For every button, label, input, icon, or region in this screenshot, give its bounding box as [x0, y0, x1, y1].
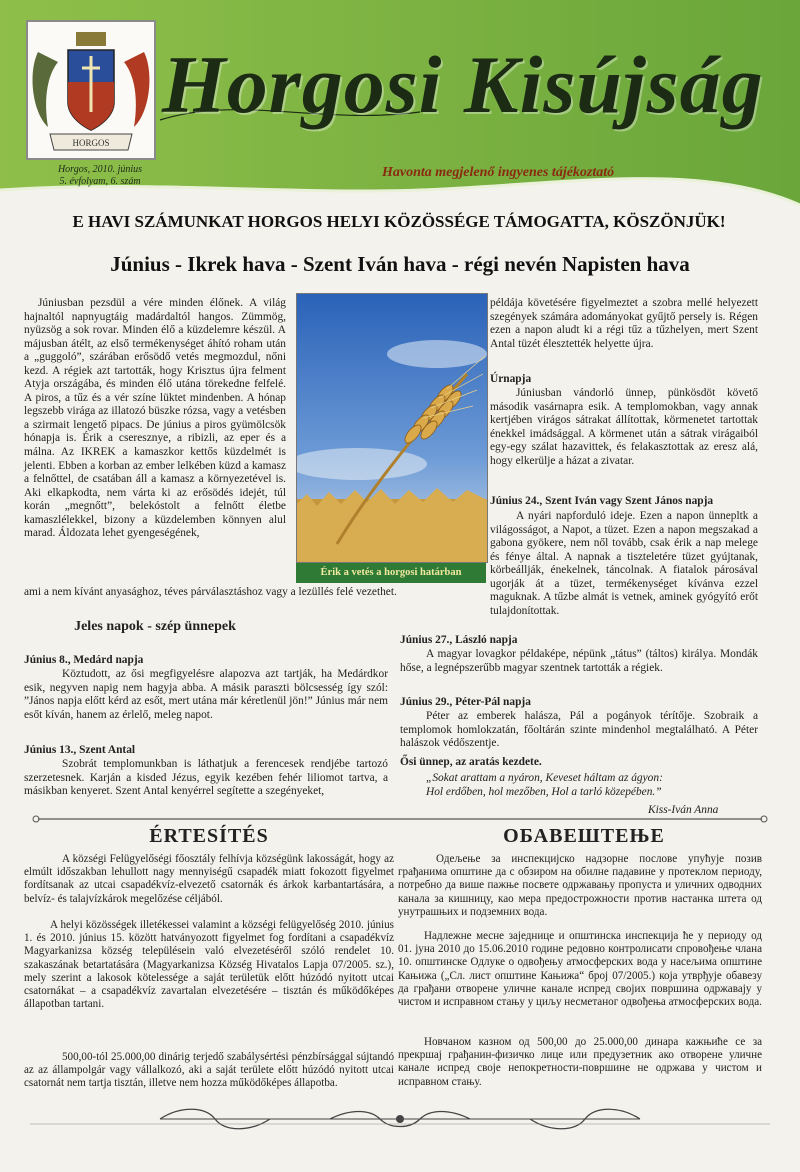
harvest-poem: „Sokat arattam a nyáron, Keveset háltam az ágyon: Hol erdőben, hol mezőben, Hol a tarló közepében.” [426, 772, 663, 798]
section-subtitle: Jeles napok - szép ünnepek [74, 619, 236, 634]
issue-info [40, 164, 160, 188]
medard-heading: Június 8., Medárd napja [24, 654, 144, 666]
notice-sr-p1: Одељење за инспекцијско надзорне послове упућује позив грађанима општине да с обзиром на обилне падавине у протеклом периоду, потребно да више пажње посвете одржавању пропуста и уличних одводних канала за кишницу, као мера предострожности против настанка штета од унутрашњих и подземних вода. [398, 853, 762, 918]
photo-caption: Érik a vetés a horgosi határban [296, 563, 486, 583]
notice-sr-p2: Надлежне месне заједнице и општинска инспекција ће у периоду од 01. јуна 2010 до 15.06.2010 године редовно контролисати спровођење члана 10. општинске Одлуке о одвођењу атмосферских вода у насељима општине Кањижа („Сл. лист општине Кањижа“ број 07/2005.) која утврђује обавезу да грађани отворене уличне канале испред својих површина одржавају у чистом и исправном стању у циљу несметаног одвођења атмосферских вода. [398, 930, 762, 1009]
laszlo-heading: Június 27., László napja [400, 634, 518, 646]
issue-volume: 5. évfolyam, 6. szám [59, 176, 141, 187]
urnap-heading: Úrnapja [490, 373, 532, 385]
medard-text: Köztudott, az ősi megfigyelésre alapozva azt tartják, ha Medárdkor esik, negyven napig nem hagyja abba. A másik paraszti bölcsesség így szól: ”János napja előtt kérd az esőt, mert utána már kéretlenül jön!” Június már nem esőt kíván, hanem az érlelő, meleg napot. [24, 668, 388, 721]
notice-sr-title: ОБАВЕШТЕЊЕ [503, 825, 665, 847]
bottom-ornament [30, 1104, 770, 1134]
antal-heading: Június 13., Szent Antal [24, 744, 136, 756]
wheat-photo [296, 293, 488, 563]
laszlo-text: A magyar lovagkor példaképe, népünk „tátus” (táltos) királya. Mondák hőse, a legnépszerűbb magyar szentnek tartották a régiek. [400, 648, 758, 674]
intro-paragraph-continued: ami a nem kívánt anyasághoz, téves párválasztáshoz vagy a lezüllés felé vezethet. [24, 586, 397, 598]
masthead-title: Horgosi Kisújság [162, 39, 764, 130]
harvest-heading: Ősi ünnep, az aratás kezdete. [400, 756, 542, 768]
author-signature: Kiss-Iván Anna [648, 804, 719, 816]
support-banner: E HAVI SZÁMUNKAT HORGOS HELYI KÖZÖSSÉGE TÁMOGATTA, KÖSZÖNJÜK! [72, 212, 726, 231]
coat-of-arms [26, 20, 156, 160]
ivan-text: A nyári napforduló ideje. Ezen a napon ünnepltk a világosságot, a Napot, a tüzet. Ezen a napon megszakad a gabona gyökere, nem nől tovább, csak érik a nap melege és fénye által. A napnak a tiszteletére tüzet gyújtanak, körbeállják, énekelnek, táncolnak. A fiatalok párosával ugorják át a tüzet, termékenységet kívánva ezzel maguknak. A tűzbe almát is vetnek, aminek gyógyító erőt tulajdonítottak. [490, 510, 758, 617]
notice-sr-p3: Новчаном казном од 500,00 до 25.000,00 динара кажњиће се за прекршај грађанин-физичко лице или предузетник ако отворене уличне канале испред своје непокретности-површине не одржава у чистом и исправном стању. [398, 1036, 762, 1088]
notice-hu-p2: A helyi közösségek illetékessei valamint a községi felügyelőség 2010. június 1. és 2010. június 15. között hatványozott figyelmet fog fordítani a csapadékvíz Magyarkanizsa község településein való elvezetéséről szóló rendelet 10. szakaszának betartatására (Magyarkanizsa Község Hivatalos Lapja 07/2005. sz.), mely szerint a lakosok kötelessége a saját területük előtt húzódó nyitott utcai csatornákat – a csapadékvíz zavartalan elvezetésére – tisztán és működőképes állapotban tartani. [24, 919, 394, 1011]
peter-heading: Június 29., Péter-Pál napja [400, 696, 531, 708]
notice-hu-p1: A községi Felügyelőségi főosztály felhívja községünk lakosságát, hogy az elmúlt időszakban lehullott nagy mennyiségű csapadék miatt fokozott figyelmet fordítsanak az utcai csapadékvíz-elvezető csatornák és árkok karbantartására, a belvíz- és talajvízkárok megelőzése céljából. [24, 853, 394, 905]
issue-date: Horgos, 2010. június [57, 164, 143, 175]
article-title: Június - Ikrek hava - Szent Iván hava - régi nevén Napisten hava [110, 252, 690, 276]
masthead-header [0, 0, 800, 215]
antal-text-continued: példája követésére figyelmeztet a szobra mellé helyezett szegények számára adományokat gyűjtő persely is. Régen ezen a napon aludt ki a régi tűz a tűzhelyen, mert Szent Antal tüzét élesztették helyette újra. [490, 297, 758, 350]
antal-text: Szobrát templomunkban is láthatjuk a ferencesek rendjébe tartozó szerzetesnek. Karján a kisded Jézus, egyik kezében fehér liliomot tartva, a másikban kenyeret. Szent Antal kenyérrel segítette a szegényeket, [24, 758, 388, 798]
peter-text: Péter az emberek halásza, Pál a pogányok térítője. Szobraik a templomok homlokzatán, főoltárán szinte mindenhol megtalálható. A Péter halászok védőszentje. [400, 710, 758, 750]
ivan-heading: Június 24., Szent Iván vagy Szent János napja [490, 495, 714, 507]
notice-hu-title: ÉRTESÍTÉS [149, 825, 269, 847]
tagline: Havonta megjelenő ingyenes tájékoztató [382, 165, 615, 180]
article-divider [30, 812, 770, 826]
urnap-text: Júniusban vándorló ünnep, pünkösdöt követő második vasárnapra esik. A templomokban, vagy annak kertjében virágos sátrakat állítottak, körmenetet tartottak énekkel imádsággal. A körmenet után a sátrak virágaiból egy-egy szálat hazavittek, és felakasztottak az eresz alá, hogy elkerülje a házat a zivatar. [490, 387, 758, 467]
svg-text:HORGOS: HORGOS [72, 138, 110, 148]
intro-paragraph: Júniusban pezsdül a vére minden élőnek. A világ hajnaltól napnyugtáig madárdaltól hangos. Zümmög, nyüzsög a sok rovar. Minden élő a küzdelemre készül. A májusban átélt, az első termékenységet áhító roham után a „guggoló”, szárában erősödő vetés megmozdul, nőni kezd. A régiek azt tartották, hogy Krisztus újra felment Atyja országába, és minden élő utána törekedne felfelé. A piros, a tűz és a vér színe lüktet mindenben. A hónap legszebb virága az illatozó büszke rózsa, vagy a vetésben a szirmait lengető pipacs. De június a piros gyümölcsök hónapja is. Érik a cseresznye, a ribizli, az eper és a málna. Az IKREK a kamaszkor kettős küzdelmét is jelenti. Ebben a korban az ember lelkében küzd a kamasz a felnőttel, de csatában áll a kamasz a környezetével is. Aki elkapkodta, nem várta ki az erősödés idejét, túl korán „megnőtt”, belekóstolt a felnőtt életbe kamaszlélekkel, bizony a küzdelemben könnyen alul marad. Áldozata lehet gyengeségének, [24, 297, 286, 540]
notice-hu-p3: 500,00-tól 25.000,00 dinárig terjedő szabálysértési pénzbírsággal sújtandó az az állampolgár vagy vállalkozó, aki a saját területe előtt húzódó nyitott utcai csatornát nem tartja tisztán, illetve nem hozza működőképes állapotba. [24, 1051, 394, 1090]
